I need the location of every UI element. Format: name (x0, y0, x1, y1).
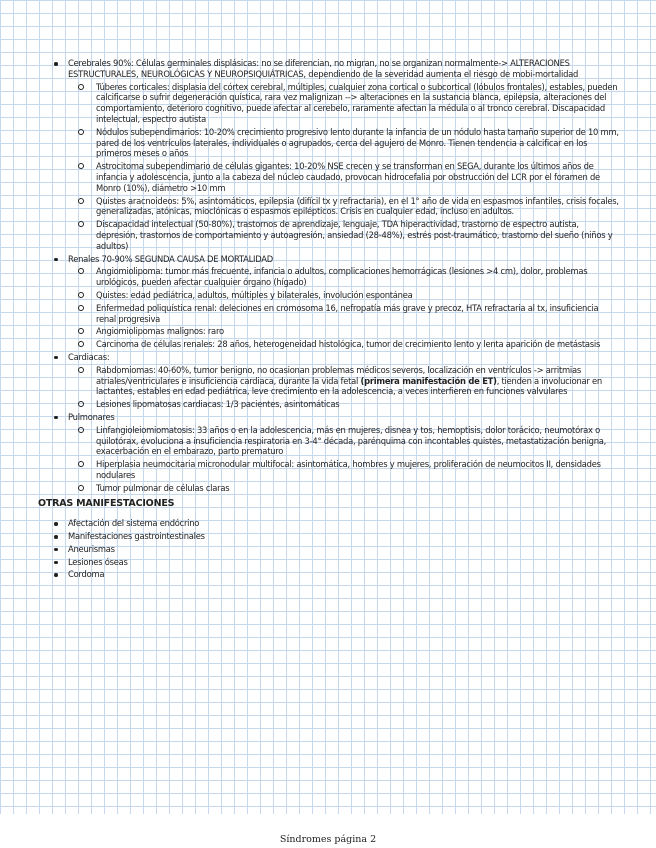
otras-heading: OTRAS MANIFESTACIONES (38, 498, 175, 510)
list-item: Lesiones lipomatosas cardiacas: 1/3 pacientes, asintomáticas (68, 399, 620, 410)
list-item: Angiomiolipomas malignos: raro (68, 326, 620, 337)
list-item: Cordoma (0, 569, 656, 580)
list-item-pulmonares (0, 412, 656, 494)
notes-content (0, 58, 656, 582)
otras-list (0, 518, 656, 580)
list-item: Discapacidad intelectual (50-80%), trastornos de aprendizaje, lenguaje, TDA hiperactividad, trastorno de espectro autista, depresión, trastornos de comportamiento y autoagresión, ansiedad (28-48%), estrés post-traumático, trastorno del sueño (niños y adultos) (68, 219, 620, 251)
list-item: Lesiones óseas (0, 557, 656, 568)
list-item: Afectación del sistema endócrino (0, 518, 656, 529)
list-item: Carcinoma de células renales: 28 años, heterogeneidad histológica, tumor de crecimiento lento y lenta aparición de metástasis (68, 339, 620, 350)
list-item: Nódulos subependimarios: 10-20% crecimiento progresivo lento durante la infancia de un nódulo hasta tamaño superior de 10 mm, pared de los ventrículos laterales, individuales o agrupados, cerca del agujero de Monro. Tienen tendencia a calcificar en los primeros meses o años (68, 127, 620, 159)
list-item: Hiperplasia neumocitaria micronodular multifocal: asintomática, hombres y mujeres, proliferación de neumocitos II, densidades nodulares (68, 459, 620, 481)
rabdo-bold: (primera manifestación de ET) (360, 375, 497, 386)
list-item: Quistes: edad pediátrica, adultos, múltiples y bilaterales, involución espontánea (68, 290, 620, 301)
list-item: Manifestaciones gastrointestinales (0, 531, 656, 542)
sublist-renales (68, 266, 620, 350)
list-item (68, 365, 620, 397)
section-label: Cardiacas: (68, 351, 110, 362)
list-item: Astrocitoma subependimario de células gigantes: 10-20% NSE crecen y se transforman en SEGA, durante los últimos años de infancia y adolescencia, junto a la cabeza del núcleo caudado, provocan hidrocefalia por obstrucción del LCR por el foramen de Monro (10%), diámetro >10 mm (68, 161, 620, 193)
manifestations-list (0, 58, 656, 493)
list-item: Tumor pulmonar de células claras (68, 483, 620, 494)
list-item: Linfangioleiomiomatosis: 33 años o en la adolescencia, más en mujeres, disnea y tos, hemoptisis, dolor torácico, neumotórax o quilotórax, evoluciona a insuficiencia respiratoria en 3-4° década, parénquima con incontables quistes, metastatización benigna, exacerbación en el embarazo, parto prematuro (68, 425, 620, 457)
list-item: Quistes aracnoideos: 5%, asintomáticos, epilepsia (difícil tx y refractaria), en el 1° año de vida en espasmos infantiles, crisis focales, generalizadas, atónicas, mioclónicas o espasmos epilépticos. Crisis en cualquier edad, incluso en adultos. (68, 196, 620, 218)
sublist-cerebrales (68, 82, 620, 252)
rabdo-tail: , tienden a involucionar en lactantes, estables en edad pediátrica, leve crecimiento en la adolescencia, a veces interfieren en funciones valvulares (96, 375, 602, 397)
list-item-renales (0, 254, 656, 350)
list-item: Angiomiolipoma: tumor más frecuente, infancia o adultos, complicaciones hemorrágicas (lesiones >4 cm), dolor, problemas urológicos, pueden afectar cualquier órgano (hígado) (68, 266, 620, 288)
list-item: Aneurismas (0, 544, 656, 555)
sublist-pulmonares (68, 425, 620, 494)
section-label: Pulmonares (68, 411, 115, 422)
list-item: Túberes corticales: displasia del córtex cerebral, múltiples, cualquier zona cortical o subcortical (lóbulos frontales), estables, pueden calcificarse o sufrir degeneración quística, rara vez malignizan --> alteraciones en la sustancia blanca, epilepsia, alteraciones del comportamiento, deterioro cognitivo, puede afectar al cerebelo, raramente afectan la médula o al tronco cerebral. Discapacidad intelectual, espectro autista (68, 82, 620, 125)
rabdo-text: Rabdomiomas: 40-60%, tumor benigno, no ocasionan problemas médicos severos, localización en ventrículos -> arritmias atriales/ventriculares e insuficiencia cardiaca, durante la vida fetal (96, 364, 581, 386)
sublist-cardiacas (68, 365, 620, 410)
list-item-cerebrales (0, 58, 656, 252)
list-item-cardiacas (0, 352, 656, 410)
page-footer: Síndromes página 2 (279, 834, 377, 845)
section-label: Cerebrales 90%: Células germinales displásicas: no se diferencian, no migran, no se organizan normalmente-> ALTERACIONES ESTRUCTURALES, NEUROLÓGICAS Y NEUROPSIQUIÁTRICAS, dependiendo de la severidad aumenta el riesgo de mobi-mortalidad (68, 58, 579, 79)
list-item: Enfermedad poliquística renal: deleciones en cromosoma 16, nefropatía más grave y precoz, HTA refractaria al tx, insuficiencia renal progresiva (68, 303, 620, 325)
section-label: Renales 70-90% SEGUNDA CAUSA DE MORTALIDAD (68, 253, 273, 264)
